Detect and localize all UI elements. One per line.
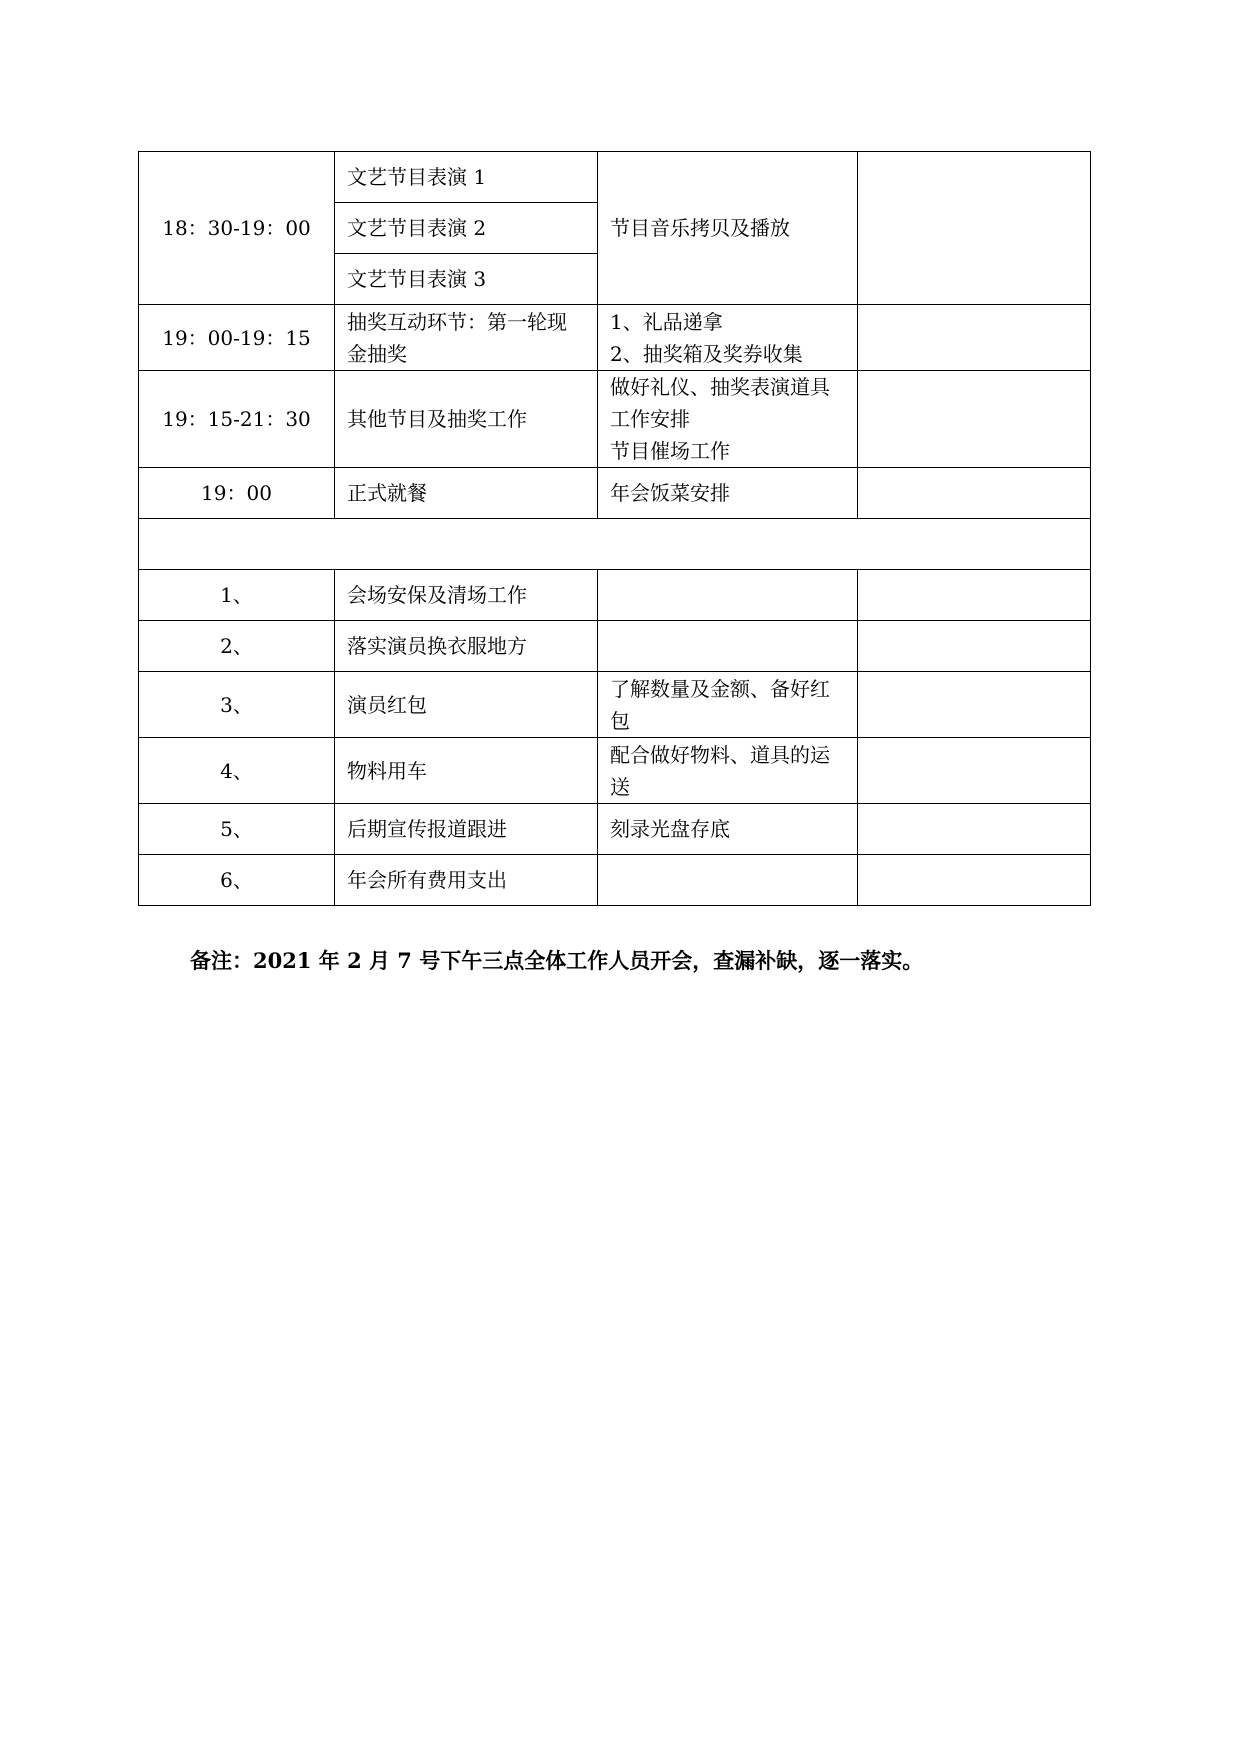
item-line: 抽奖互动环节：第一轮现 xyxy=(347,309,567,334)
task-detail: 刻录光盘存底 xyxy=(598,804,858,855)
meeting-note: 备注：2021 年 2 月 7 号下午三点全体工作人员开会，查漏补缺，逐一落实。 xyxy=(190,948,924,973)
item-cell: 正式就餐 xyxy=(335,468,598,519)
task-row xyxy=(139,621,1091,672)
task-number: 5、 xyxy=(139,804,335,855)
task-row xyxy=(139,672,1091,738)
section-header-row xyxy=(139,519,1091,570)
time-cell: 19：00 xyxy=(139,468,335,519)
task-number: 4、 xyxy=(139,738,335,804)
task-line: 1、礼品递拿 xyxy=(610,309,723,334)
task-row xyxy=(139,738,1091,804)
remark-cell xyxy=(858,738,1091,804)
remark-cell xyxy=(858,804,1091,855)
time-cell: 18：30-19：00 xyxy=(139,152,335,305)
task-item: 物料用车 xyxy=(335,738,598,804)
time-cell: 19：00-19：15 xyxy=(139,305,335,371)
item-cell: 文艺节目表演 3 xyxy=(335,254,598,305)
section-header xyxy=(139,519,1091,570)
remark-cell xyxy=(858,305,1091,371)
task-cell xyxy=(598,305,858,371)
task-number: 3、 xyxy=(139,672,335,738)
item-cell: 文艺节目表演 2 xyxy=(335,203,598,254)
item-cell: 其他节目及抽奖工作 xyxy=(335,371,598,468)
remark-cell xyxy=(858,152,1091,305)
detail-line: 送 xyxy=(610,774,630,799)
item-cell xyxy=(335,305,598,371)
task-item: 落实演员换衣服地方 xyxy=(335,621,598,672)
remark-cell xyxy=(858,672,1091,738)
task-item: 后期宣传报道跟进 xyxy=(335,804,598,855)
item-line: 金抽奖 xyxy=(347,341,407,366)
task-detail xyxy=(598,738,858,804)
item-cell: 文艺节目表演 1 xyxy=(335,152,598,203)
remark-cell xyxy=(858,371,1091,468)
task-line: 2、抽奖箱及奖券收集 xyxy=(610,341,803,366)
task-row xyxy=(139,855,1091,906)
detail-line: 配合做好物料、道具的运 xyxy=(610,742,830,767)
task-item: 演员红包 xyxy=(335,672,598,738)
schedule-row xyxy=(139,468,1091,519)
task-row xyxy=(139,804,1091,855)
schedule-row xyxy=(139,305,1091,371)
task-detail xyxy=(598,855,858,906)
task-item: 会场安保及清场工作 xyxy=(335,570,598,621)
task-number: 2、 xyxy=(139,621,335,672)
task-line: 做好礼仪、抽奖表演道具 xyxy=(610,375,830,399)
remark-cell xyxy=(858,621,1091,672)
remark-cell xyxy=(858,855,1091,906)
task-item: 年会所有费用支出 xyxy=(335,855,598,906)
task-detail xyxy=(598,621,858,672)
task-cell xyxy=(598,371,858,468)
schedule-row xyxy=(139,152,1091,203)
task-detail xyxy=(598,672,858,738)
task-cell: 节目音乐拷贝及播放 xyxy=(598,152,858,305)
task-number: 6、 xyxy=(139,855,335,906)
task-cell: 年会饭菜安排 xyxy=(598,468,858,519)
task-row xyxy=(139,570,1091,621)
task-detail xyxy=(598,570,858,621)
task-number: 1、 xyxy=(139,570,335,621)
detail-line: 了解数量及金额、备好红 xyxy=(610,676,830,701)
schedule-table xyxy=(138,151,1091,906)
time-cell: 19：15-21：30 xyxy=(139,371,335,468)
remark-cell xyxy=(858,468,1091,519)
task-line: 工作安排 xyxy=(610,407,690,431)
task-line: 节目催场工作 xyxy=(610,439,730,463)
schedule-row xyxy=(139,371,1091,468)
detail-line: 包 xyxy=(610,708,630,733)
remark-cell xyxy=(858,570,1091,621)
